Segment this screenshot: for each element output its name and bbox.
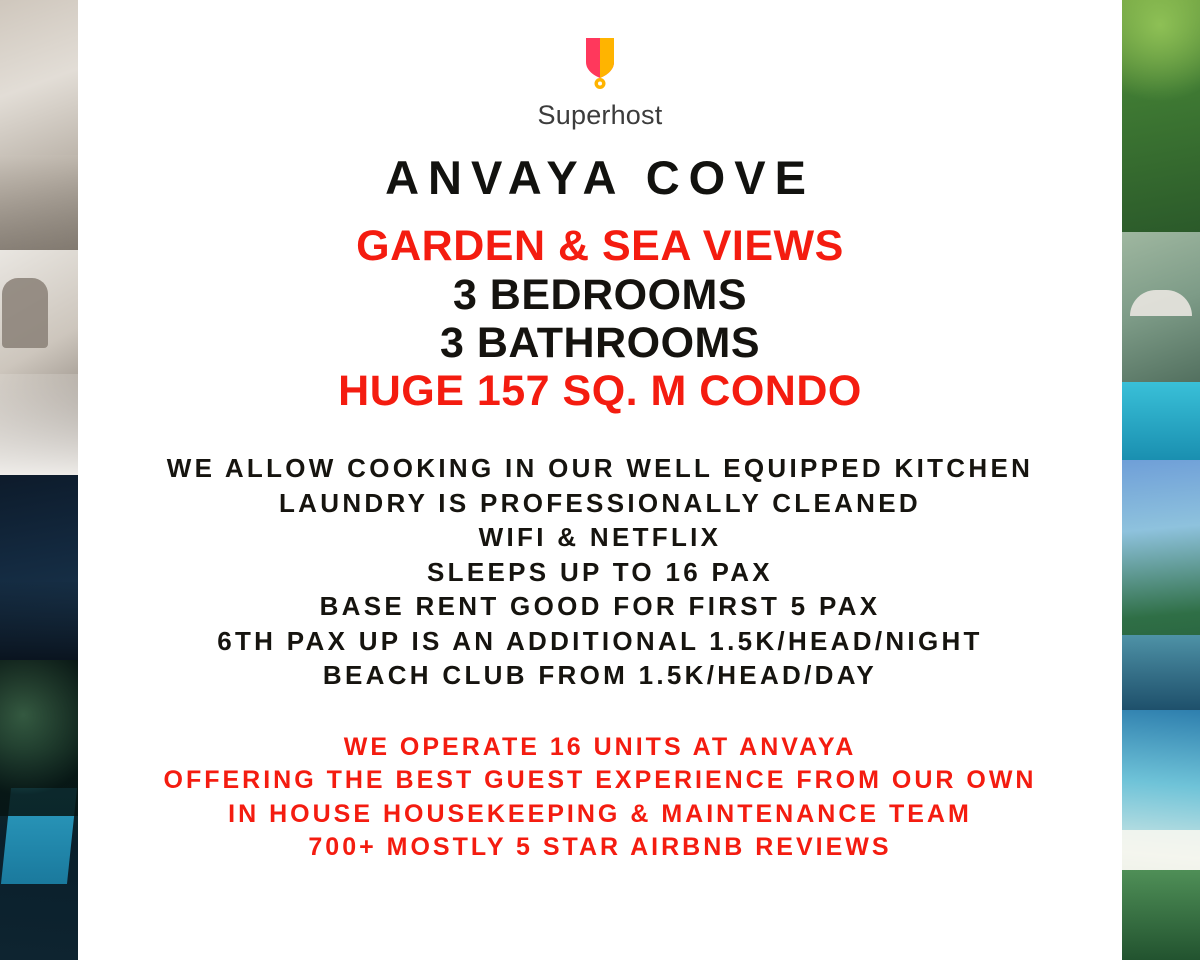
feature-item: 6TH PAX UP IS AN ADDITIONAL 1.5K/HEAD/NIGHT (217, 625, 983, 656)
feature-item: BEACH CLUB FROM 1.5K/HEAD/DAY (322, 660, 878, 691)
headline-line-3: 3 BATHROOMS (439, 318, 761, 367)
photo-palm-trees (1122, 0, 1200, 232)
promo-item: IN HOUSE HOUSEKEEPING & MAINTENANCE TEAM (228, 799, 972, 828)
right-photo-strip (1122, 0, 1200, 960)
feature-item: BASE RENT GOOD FOR FIRST 5 PAX (319, 591, 881, 622)
feature-item: LAUNDRY IS PROFESSIONALLY CLEANED (279, 487, 921, 518)
feature-item: WIFI & NETFLIX (478, 522, 722, 553)
photo-bedroom-interior (0, 0, 78, 250)
promo-block (164, 731, 1037, 864)
promo-item: 700+ MOSTLY 5 STAR AIRBNB REVIEWS (308, 832, 892, 861)
feature-item: SLEEPS UP TO 16 PAX (427, 556, 773, 587)
promo-item: WE OPERATE 16 UNITS AT ANVAYA (343, 733, 857, 762)
photo-poolside-loungers (1122, 232, 1200, 460)
headline-line-4: HUGE 157 SQ. M CONDO (338, 366, 862, 415)
feature-item: WE ALLOW COOKING IN OUR WELL EQUIPPED KITCHEN (166, 452, 1034, 483)
photo-pool-at-night (0, 660, 78, 960)
headline-block (338, 222, 862, 415)
page-title: ANVAYA COVE (385, 151, 815, 204)
promo-item: OFFERING THE BEST GUEST EXPERIENCE FROM OUR OWN (163, 766, 1037, 795)
superhost-badge-icon (580, 36, 620, 90)
superhost-badge-block (538, 36, 663, 131)
superhost-label: Superhost (537, 100, 663, 130)
headline-line-2: 3 BEDROOMS (452, 270, 748, 319)
poster-content (78, 0, 1122, 960)
left-photo-strip (0, 0, 78, 960)
headline-line-1: GARDEN & SEA VIEWS (356, 222, 844, 271)
photo-night-balcony (0, 475, 78, 660)
features-list (167, 451, 1033, 693)
photo-living-room-guest (0, 250, 78, 475)
photo-garden-view (1122, 460, 1200, 710)
photo-beach-shoreline (1122, 710, 1200, 960)
